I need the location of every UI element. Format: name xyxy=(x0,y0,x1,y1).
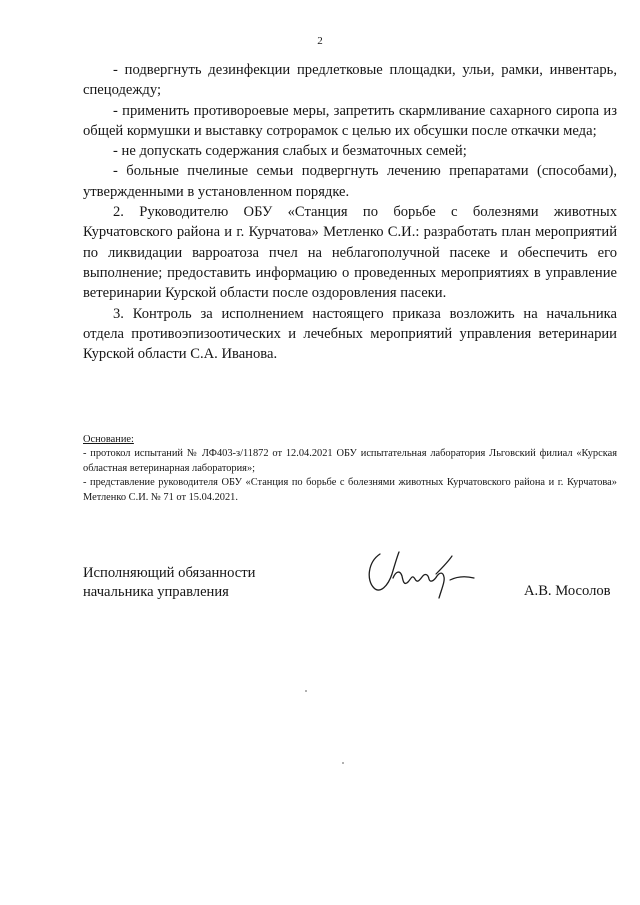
signatory-name: А.В. Мосолов xyxy=(524,583,611,599)
paragraph-item-3: 3. Контроль за исполнением настоящего приказа возложить на начальника отдела противоэпизоотических и лечебных мероприятий управления ветеринарии Курской области С.А. Иванова. xyxy=(83,305,617,363)
signature-image xyxy=(366,548,484,600)
basis-item-submission: - представление руководителя ОБУ «Станция по борьбе с болезнями животных Курчатовского района и г. Курчатова» Метленко С.И. № 71 от 15.04.2021. xyxy=(83,477,617,503)
signatory-position-line2: начальника управления xyxy=(83,583,229,600)
paragraph-item-2: 2. Руководителю ОБУ «Станция по борьбе с болезнями животных Курчатовского района и г. Курчатова» Метленко С.И.: разработать план мероприятий по ликвидации варроатоза пчел на неблагополучной пасеке и обеспечить его выполнение; предоставить информацию о проведенных мероприятиях в управление ветеринарии Курской области после оздоровления пасеки. xyxy=(83,204,617,302)
basis-item-protocol: - протокол испытаний № ЛФ403-з/11872 от 12.04.2021 ОБУ испытательная лаборатория Льговский филиал «Курская областная ветеринарная лаборатория»; xyxy=(83,448,617,474)
scan-speck xyxy=(342,762,344,764)
paragraph-disinfection: - подвергнуть дезинфекции предлетковые площадки, ульи, рамки, инвентарь, спецодежду; xyxy=(83,62,617,99)
scan-speck xyxy=(305,690,307,692)
paragraph-treatment: - больные пчелиные семьи подвергнуть лечению препаратами (способами), утвержденными в установленном порядке. xyxy=(83,163,617,200)
paragraph-weak-colonies: - не допускать содержания слабых и безматочных семей; xyxy=(113,143,467,160)
basis-title: Основание: xyxy=(83,434,134,445)
paragraph-anti-swarming: - применить противороевые меры, запретить скармливание сахарного сиропа из общей кормушки и выставку сотpoрамок с целью их обсушки после откачки меда; xyxy=(83,102,617,139)
signatory-position xyxy=(83,564,255,602)
main-text xyxy=(83,60,617,364)
signatory-position-line1: Исполняющий обязанности xyxy=(83,565,256,581)
basis-section xyxy=(83,433,617,505)
page-number: 2 xyxy=(317,35,323,47)
